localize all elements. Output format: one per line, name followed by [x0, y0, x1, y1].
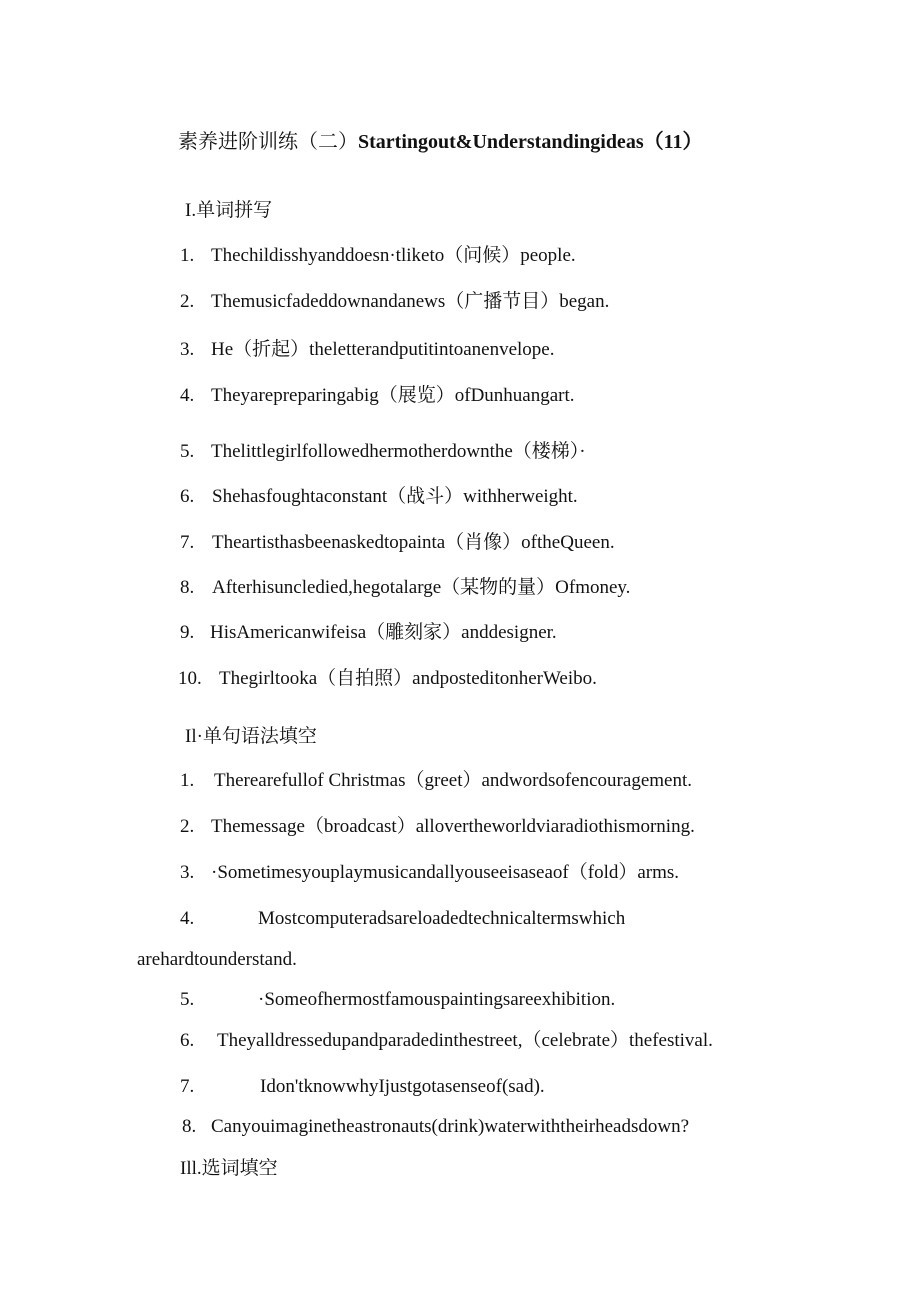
section-1-item-8 [180, 576, 630, 600]
item-text: Theyalldressedupandparadedinthestreet,（celebrate）thefestival. [217, 1030, 713, 1051]
section-1-heading: I.单词拼写 [185, 200, 273, 221]
item-number: 1. [180, 245, 195, 266]
item-text: ·Sometimesyouplaymusicandallyouseeisaseaof（fold）arms. [211, 862, 680, 883]
section-2-item-2 [180, 815, 695, 839]
title-en: Startingout&Understandingideas（11） [358, 131, 703, 153]
item-text: Thegirltooka（自拍照）andposteditonherWeibo. [219, 668, 597, 689]
item-number: 3. [180, 862, 195, 883]
section-1-item-10 [178, 667, 597, 691]
section-1-item-2 [180, 290, 609, 314]
section-2-item-8 [182, 1115, 689, 1139]
item-number: 7. [180, 532, 195, 553]
section-1-item-4 [180, 384, 575, 408]
item-text: Theartisthasbeenaskedtopainta（肖像）oftheQueen. [212, 532, 615, 553]
section-1-item-3 [180, 338, 555, 362]
item-text: ·Someofhermostfamouspaintingsareexhibition. [258, 989, 616, 1010]
section-2-item-3 [180, 861, 679, 885]
section-1-item-1 [180, 244, 576, 268]
section-3-heading: Ill.选词填空 [180, 1158, 278, 1179]
item-number: 2. [180, 816, 195, 837]
item-number: 8. [180, 577, 195, 598]
section-1-item-6 [180, 485, 578, 509]
item-text: Themessage（broadcast）allovertheworldviaradiothismorning. [211, 816, 695, 837]
item-text: Afterhisuncledied,hegotalarge（某物的量）Ofmoney. [212, 577, 631, 598]
page-title [178, 130, 703, 154]
item-number: 5. [180, 441, 195, 462]
item-text: HisAmericanwifeisa（雕刻家）anddesigner. [210, 622, 557, 643]
item-text: Idon'tknowwhyIjustgotasenseof(sad). [260, 1076, 545, 1097]
item-number: 5. [180, 989, 195, 1010]
section-1-item-7 [180, 531, 615, 555]
item-number: 6. [180, 486, 195, 507]
item-number: 4. [180, 908, 195, 929]
section-2-item-7 [180, 1075, 545, 1099]
item-text: Thechildisshyanddoesn·tliketo（问候）people. [211, 245, 576, 266]
item-number: 1. [180, 770, 195, 791]
item-number: 9. [180, 622, 195, 643]
item-text: Canyouimaginetheastronauts(drink)waterwiththeirheadsdown? [211, 1116, 690, 1137]
item-text: Mostcomputeradsareloadedtechnicaltermswhich [258, 908, 626, 929]
item-number: 3. [180, 339, 195, 360]
item-text: Themusicfadeddownandanews（广播节目）began. [211, 291, 610, 312]
item-number: 2. [180, 291, 195, 312]
section-2-heading: Il·单句语法填空 [185, 726, 317, 747]
item-number: 8. [182, 1116, 197, 1137]
item-text: Thelittlegirlfollowedhermotherdownthe（楼梯）· [211, 441, 586, 462]
section-2-item-6 [180, 1029, 713, 1053]
section-1-item-9 [180, 621, 557, 645]
section-1-item-5 [180, 440, 586, 464]
section-2-item-4 [180, 907, 625, 931]
section-2-item-1 [180, 769, 692, 793]
title-cn: 素养进阶训练（二） [178, 131, 358, 153]
item-text: He（折起）theletterandputitintoanenvelope. [211, 339, 555, 360]
item-text: Shehasfoughtaconstant（战斗）withherweight. [212, 486, 578, 507]
section-2-item-5 [180, 988, 615, 1012]
item-number: 6. [180, 1030, 195, 1051]
item-number: 4. [180, 385, 195, 406]
item-text: arehardtounderstand. [137, 949, 297, 970]
item-number: 7. [180, 1076, 195, 1097]
item-number: 10. [178, 668, 202, 689]
section-2-item-4-continued [137, 948, 297, 972]
item-text: Therearefullof Christmas（greet）andwordsofencouragement. [214, 770, 692, 791]
item-text: Theyarepreparingabig（展览）ofDunhuangart. [211, 385, 575, 406]
